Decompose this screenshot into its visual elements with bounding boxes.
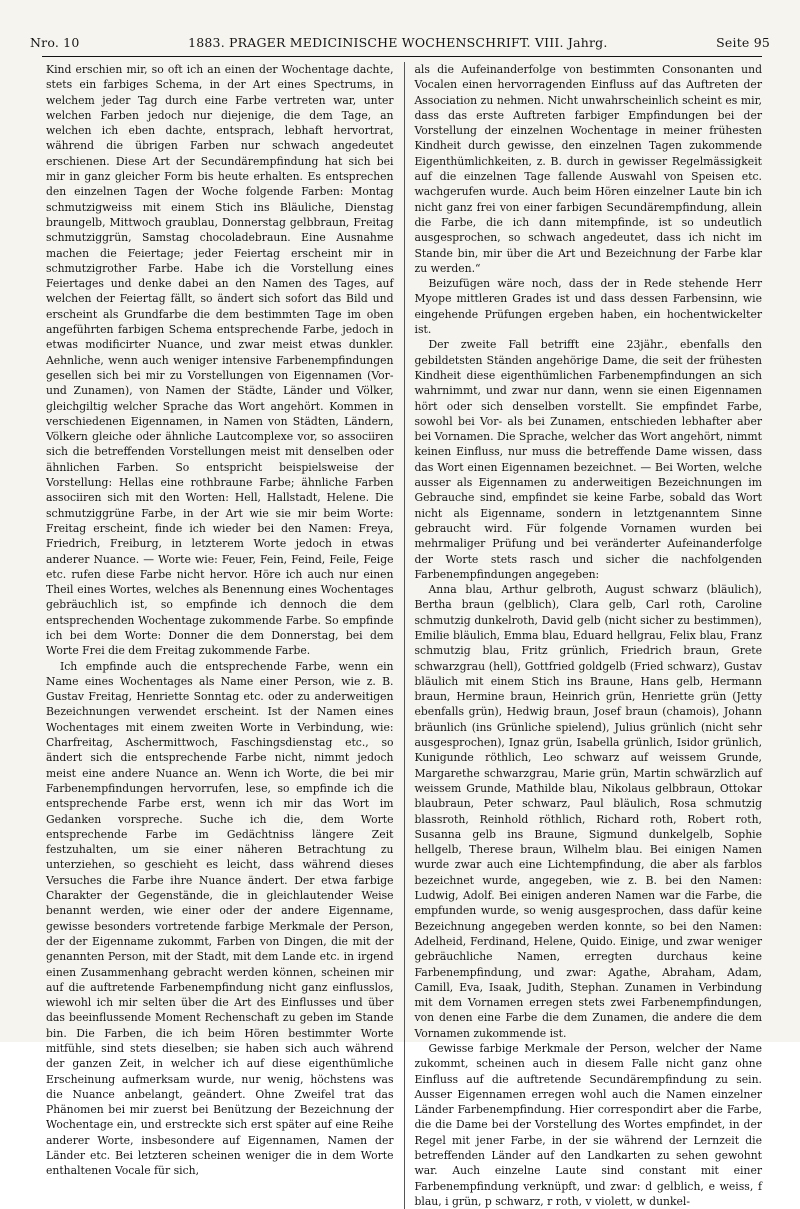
right-paragraph: als die Aufeinanderfolge von bestimmten Consonanten und Vocalen einen hervorragenden Einfluss auf das Auftreten der Association zu nehmen. Nicht unwahrscheinlich scheint es mir, dass das erste Auftreten farbiger Empfindungen bei der Vorstellung der einzelnen Wochentage in meiner frühesten Kindheit durch gewisse, den einzelnen Tagen zukommende Eigenthümlichkeiten, z. B. durch in gewisser Regelmässigkeit auf die einzelnen Tage fallende Auswahl von Speisen etc. wachgerufen wurde. Auch beim Hören einzelner Laute bin ich nicht ganz frei von einer farbigen Secundärempfindung, allein die Farbe, die ich dann mitempfinde, ist so undeutlich ausgesprochen, so schwach angedeutet, dass ich nicht im Stande bin, mir über die Art und Bezeichnung der Farbe klar zu werden.“ [414,63,762,275]
publication-title: 1883. PRAGER MEDICINISCHE WOCHENSCHRIFT. VIII. Jahrg. [188,34,608,50]
header-rule [42,56,762,57]
right-paragraph: Anna blau, Arthur gelbroth, August schwarz (bläulich), Bertha braun (gelblich), Clara gelb, Carl roth, Caroline schmutzig dunkelroth, David gelb (nicht sicher zu bestimmen), Emilie bläulich, Emma blau, Eduard hellgrau, Felix blau, Franz schmutzig blau, Fritz grünlich, Friedrich braun, Grete schwarzgrau (hell), Gottfried goldgelb (Fried schwarz), Gustav bläulich mit einem Stich ins Braune, Hans gelb, Hermann braun, Hermine braun, Heinrich grün, Henriette grün (Jetty ebenfalls grün), Hedwig braun, Josef braun (chamois), Johann bräunlich (ins Grünliche spielend), Julius grünlich (nicht sehr ausgesprochen), Ignaz grün, Isabella grünlich, Isidor grünlich, Kunigunde röthlich, Leo schwarz auf weissem Grunde, Margarethe schwarzgrau, Marie grün, Martin schwärzlich auf weissem Grunde, Mathilde blau, Nikolaus gelbbraun, Ottokar blaubraun, Peter schwarz, Paul bläulich, Rosa schmutzig blassroth, Reinhold röthlich, Richard roth, Robert roth, Susanna gelb ins Braune, Sigmund dunkelgelb, Sophie hellgelb, Therese braun, Wilhelm blau. Bei einigen Namen wurde zwar auch eine Lichtempfindung, die aber als farblos bezeichnet wurde, angegeben, wie z. B. bei den Namen: Ludwig, Adolf. Bei einigen anderen Namen war die Farbe, die empfunden wurde, so wenig ausgesprochen, dass dafür keine Bezeichnung angegeben werden konnte, so bei den Namen: Adelheid, Ferdinand, Helene, Quido. Einige, und zwar weniger gebräuchliche Namen, erregten durchaus keine Farbenempfindung, und zwar: Agathe, Abraham, Adam, Camill, Eva, Isaak, Judith, Stephan. Zunamen in Verbindung mit dem Vornamen erregen stets zwei Farbenempfindungen, von denen eine Farbe die dem Zunamen, die andere die dem Vornamen zukommende ist. [414,583,762,1040]
column-divider [404,62,405,1209]
right-column [415,62,763,1209]
text-columns [46,62,762,1208]
right-paragraph: Gewisse farbige Merkmale der Person, welcher der Name zukommt, scheinen auch in diesem Falle nicht ganz ohne Einfluss auf die auftretende Secundärempfindung zu sein. Ausser Eigennamen erregen wohl auch die Namen einzelner Länder Farbenempfindung. Hier correspondirt aber die Farbe, die die Dame bei der Vorstellung des Wortes empfindet, in der Regel mit jener Farbe, in der sie während der Lernzeit die betreffenden Länder auf den Landkarten zu sehen gewohnt war. Auch einzelne Laute sind constant mit einer Farbenempfindung verknüpft, und zwar: d gelblich, e weiss, f blau, i grün, p schwarz, r roth, v violett, w dunkel- [414,1042,762,1208]
left-paragraph: Ich empfinde auch die entsprechende Farbe, wenn ein Name eines Wochentages als Name einer Person, wie z. B. Gustav Freitag, Henriette Sonntag etc. oder zu anderweitigen Bezeichnungen verwendet erscheint. Ist der Namen eines Wochentages mit einem zweiten Worte in Verbindung, wie: Charfreitag, Aschermittwoch, Faschingsdienstag etc., so ändert sich die entsprechende Farbe nicht, nimmt jedoch meist eine andere Nuance an. Wenn ich Worte, die bei mir Farbenempfindungen hervorrufen, lese, so empfinde ich die entsprechende Farbe erst, wenn ich mir das Wort im Gedanken vorspreche. Suche ich die, dem Worte entsprechende Farbe im Gedächtniss längere Zeit festzuhalten, um sie einer näheren Betrachtung zu unterziehen, so geschieht es leicht, dass während dieses Versuches die Farbe ihre Nuance ändert. Der etwa farbige Charakter der Gegenstände, die in gleichlautender Weise benannt werden, wie einer oder der andere Eigenname, gewisse besonders vortretende farbige Merkmale der Person, der der Eigenname zukommt, Farben von Dingen, die mit der genannten Person, mit der Stadt, mit dem Lande etc. in irgend einen Zusammenhang gebracht werden können, scheinen mir auf die auftretende Farbenempfindung nicht ganz einflusslos, wiewohl ich mir selten über die Art des Einflusses und über das beeinflussende Moment Rechenschaft zu geben im Stande bin. Die Farben, die ich beim Hören bestimmter Worte mitfühle, sind stets dieselben; sie haben sich auch während der ganzen Zeit, in welcher ich auf diese eigenthümliche Erscheinung aufmerksam wurde, nur wenig, höchstens was die Nuance anbelangt, geändert. Ohne Zweifel trat das Phänomen bei mir zuerst bei Benützung der Bezeichnung der Wochentage ein, und erstreckte sich erst später auf eine Reihe anderer Worte, insbesondere auf Eigennamen, Namen der Länder etc. Bei letzteren scheinen weniger die in dem Worte enthaltenen Vocale für sich, [46,659,394,1178]
left-paragraph: Kind erschien mir, so oft ich an einen der Wochentage dachte, stets ein farbiges Schema, in der Art eines Spectrums, in welchem jeder Tag durch eine Farbe vertreten war, unter welchen Farben jedoch nur diejenige, die dem Tage, an welchen ich eben dachte, entsprach, lebhaft hervortrat, während die übrigen Farben nur schwach angedeutet erschienen. Diese Art der Secundärempfindung hat sich bei mir in ganz gleicher Form bis heute erhalten. Es entsprechen den einzelnen Tagen der Woche folgende Farben: Montag schmutzigweiss mit einem Stich ins Bläuliche, Dienstag braungelb, Mittwoch graublau, Donnerstag gelbbraun, Freitag schmutziggrün, Samstag chocoladebraun. Eine Ausnahme machen die Feiertage; jeder Feiertag erscheint mir in schmutzigrother Farbe. Habe ich die Vorstellung eines Feiertages und denke dabei an den Namen des Tages, auf welchen der Feiertag fällt, so ändert sich sofort das Bild und erscheint als Grundfarbe die dem bestimmten Tage im oben angeführten farbigen Schema entsprechende Farbe, jedoch in etwas modificirter Nuance, und zwar meist etwas dunkler. Aehnliche, wenn auch weniger intensive Farbenempfindungen gesellen sich bei mir zu Vorstellungen von Eigennamen (Vor- und Zunamen), von Namen der Städte, Länder und Völker, gleichgiltig welcher Sprache das Wort angehört. Kommen in verschiedenen Eigennamen, in Namen von Städten, Ländern, Völkern gleiche oder ähnliche Lautcomplexe vor, so associiren sich die betreffenden Vorstellungen meist mit denselben oder ähnlichen Farben. So entspricht beispielsweise der Vorstellung: Hellas eine rothbraune Farbe; ähnliche Farben associiren sich mit den Worten: Hell, Hallstadt, Helene. Die schmutziggrüne Farbe, in der Art wie sie mir beim Worte: Freitag erscheint, finde ich wieder bei den Namen: Freya, Friedrich, Freiburg, in letzterem Worte jedoch in etwas anderer Nuance. — Worte wie: Feuer, Fein, Feind, Feile, Feige etc. rufen diese Farbe nicht hervor. Höre ich auch nur einen Theil eines Wortes, welches als Benennung eines Wochentages gebräuchlich ist, so empfinde ich dennoch die dem entsprechenden Wochentage zukommende Farbe. So empfinde ich bei dem Worte: Donner die dem Donnerstag, bei dem Worte Frei die dem Freitag zukommende Farbe. [46,63,394,658]
right-paragraph: Beizufügen wäre noch, dass der in Rede stehende Herr Myope mittleren Grades ist und dass dessen Farbensinn, wie eingehende Prüfungen ergeben haben, ein hochentwickelter ist. [414,277,762,337]
right-paragraph: Der zweite Fall betrifft eine 23jähr., ebenfalls den gebildetsten Ständen angehörige Dame, die seit der frühesten Kindheit diese eigenthümlichen Farbenempfindungen an sich wahrnimmt, und zwar nur dann, wenn sie einen Eigennamen hört oder sich denselben vorstellt. Sie empfindet Farbe, sowohl bei Vor- als bei Zunamen, entschieden lebhafter aber bei Vornamen. Die Sprache, welcher das Wort angehört, nimmt keinen Einfluss, nur muss die betreffende Dame wissen, dass das Wort einen Eigennamen bezeichnet. — Bei Worten, welche ausser als Eigennamen zu anderweitigen Bezeichnungen im Gebrauche sind, empfindet sie keine Farbe, sobald das Wort nicht als Eigenname, sondern in letztgenanntem Sinne gebraucht wird. Für folgende Vornamen wurden bei mehrmaliger Prüfung und bei veränderter Aufeinanderfolge der Worte stets rasch und sicher die nachfolgenden Farbenempfindungen angegeben: [414,338,762,581]
left-column [46,62,394,1209]
page-header [30,30,770,54]
issue-number: Nro. 10 [30,34,80,50]
page-number: Seite 95 [716,34,770,50]
